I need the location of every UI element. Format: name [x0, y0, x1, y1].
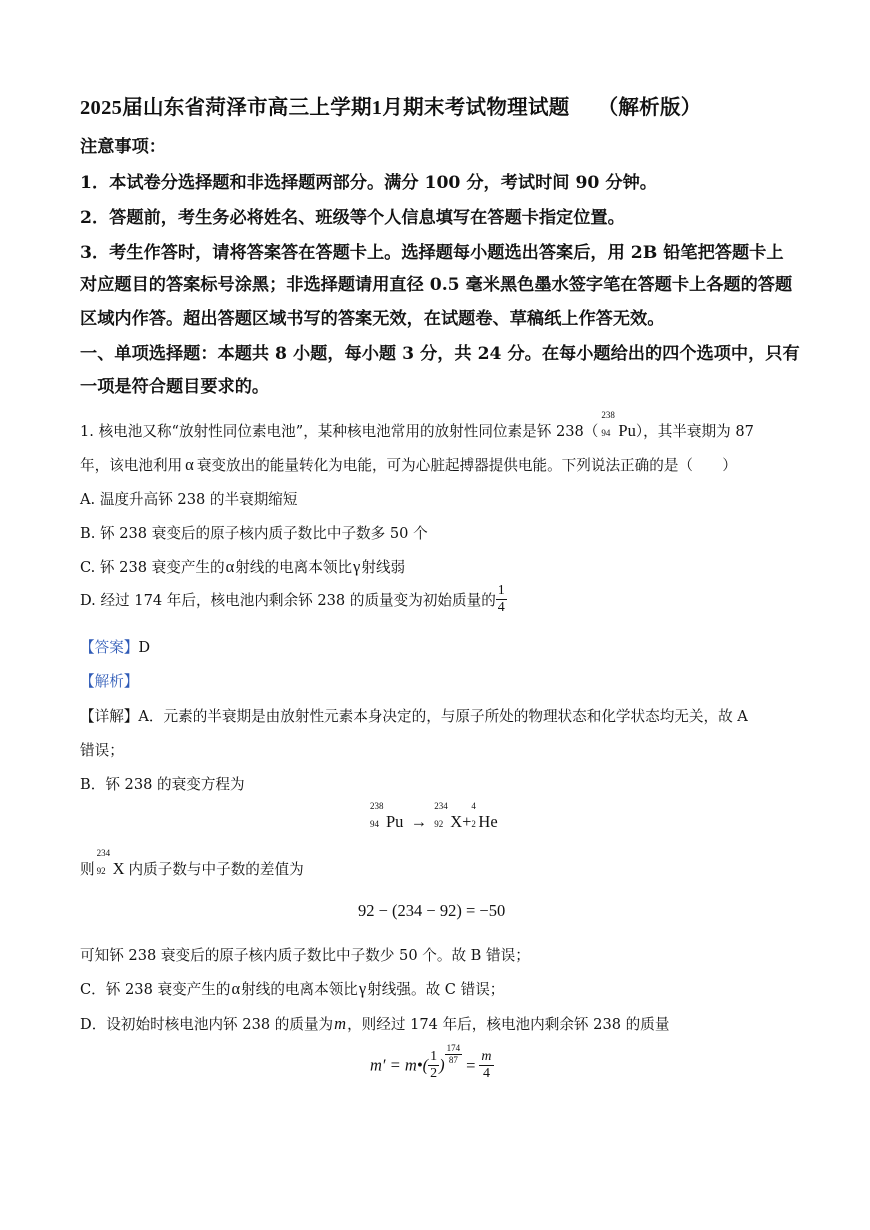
eq3-lhs: m′ = m•(	[370, 1055, 429, 1075]
option-a: A. 温度升高钚 238 的半衰期缩短	[80, 491, 298, 508]
eq3-equals: =	[466, 1055, 476, 1075]
eq-he-isotope	[471, 801, 498, 832]
section-1-heading-line-1: 一、单项选择题：本题共 8 小题，每小题 3 分，共 24 分。在每小题给出的四个选项中，只有	[80, 344, 800, 364]
isotope-pu-238	[601, 410, 636, 441]
remaining-mass-equation	[370, 1043, 494, 1081]
pu-symbol: Pu	[618, 421, 636, 440]
notice-item-2: 2．答题前，考生务必将姓名、班级等个人信息填写在答题卡指定位置。	[80, 208, 625, 228]
eq3-exponent	[445, 1044, 463, 1065]
result-denominator: 4	[482, 1066, 490, 1081]
option-c	[80, 556, 405, 577]
detail-d-line	[80, 1013, 669, 1034]
notice-heading: 注意事项：	[80, 137, 166, 157]
eq3-rparen: )	[439, 1055, 445, 1075]
notice-item-1: 1．本试卷分选择题和非选择题两部分。满分 100 分，考试时间 90 分钟。	[80, 173, 657, 193]
gamma-symbol: γ	[353, 557, 361, 576]
alpha-symbol: α	[185, 455, 194, 474]
fraction-one-quarter	[496, 584, 507, 615]
detail-line-2: 错误；	[80, 742, 124, 759]
exponent-numerator: 174	[446, 1043, 461, 1053]
diff-text-end: 内质子数与中子数的差值为	[128, 861, 304, 878]
notice-item-3-line-3: 区域内作答。超出答题区域书写的答案无效，在试题卷、草稿纸上作答无效。	[80, 309, 665, 329]
eq-pu-isotope	[370, 801, 404, 832]
fraction-denominator: 4	[497, 600, 505, 615]
gamma-symbol: γ	[358, 979, 367, 998]
section-1-heading-line-2: 一项是符合题目要求的。	[80, 377, 270, 397]
detail-d-part-1: D．设初始时核电池内钚 238 的质量为	[80, 1016, 334, 1033]
option-b: B. 钚 238 衰变后的原子核内质子数比中子数多 50 个	[80, 525, 428, 542]
eq3-result-fraction	[479, 1050, 493, 1081]
diff-x-isotope	[96, 848, 125, 879]
eq-he-mass: 4	[471, 801, 476, 811]
detail-difference-line	[80, 848, 304, 879]
title-suffix: （解析版）	[597, 97, 702, 119]
decay-equation	[370, 801, 498, 832]
stem-line-2-end: 衰变放出的能量转化为电能，可为心脏起搏器提供电能。下列说法正确的是（ ）	[196, 457, 737, 474]
detail-c-part-1: C．钚 238 衰变产生的	[80, 981, 231, 998]
pu-mass-number: 238	[601, 410, 615, 420]
diff-text-start: 则	[80, 861, 95, 878]
eq-he-atomic: 2	[471, 819, 476, 829]
option-c-part-3: 射线弱	[361, 559, 406, 576]
question-1-stem-part-2: ），其半衰期为 87	[635, 423, 754, 440]
answer-line	[80, 636, 150, 657]
eq-he-symbol: He	[478, 812, 498, 831]
notice-item-3-line-1: 3．考生作答时，请将答案答在答题卡上。选择题每小题选出答案后，用 2B 铅笔把答题卡上	[80, 243, 784, 263]
notice-item-3-line-2: 对应题目的答案标号涂黑；非选择题请用直径 0.5 毫米黑色墨水签字笔在答题卡上各题的答题	[80, 275, 793, 295]
eq-pu-atomic: 94	[370, 819, 379, 829]
detail-d-part-2: ，则经过 174 年后，核电池内剩余钚 238 的质量	[347, 1016, 670, 1033]
diff-x-symbol: X	[112, 859, 125, 878]
question-1-stem-part-1: 1. 核电池又称“放射性同位素电池”，某种核电池常用的放射性同位素是钚 238（	[80, 423, 599, 440]
option-c-part-2: 射线的电离本领比	[235, 559, 353, 576]
half-numerator: 1	[430, 1049, 438, 1064]
eq-x-isotope	[434, 801, 472, 832]
fraction-numerator: 1	[497, 583, 505, 598]
mass-variable-m: m	[334, 1014, 347, 1033]
eq-arrow: →	[410, 812, 428, 831]
eq-x-atomic: 92	[434, 819, 444, 829]
option-d-text: D. 经过 174 年后，核电池内剩余钚 238 的质量变为初始质量的	[80, 592, 496, 609]
eq-pu-symbol: Pu	[386, 812, 404, 831]
detail-c-line	[80, 978, 504, 999]
option-d	[80, 584, 507, 615]
half-denominator: 2	[430, 1066, 438, 1081]
detail-c-part-2: 射线的电离本领比	[241, 981, 358, 998]
diff-x-mass: 234	[96, 848, 111, 858]
option-c-part-1: C. 钚 238 衰变产生的	[80, 559, 225, 576]
answer-value: D	[138, 639, 151, 656]
eq-pu-mass: 238	[370, 801, 384, 811]
analysis-label: 【解析】	[80, 673, 139, 690]
alpha-symbol: α	[231, 979, 241, 998]
pu-atomic-number: 94	[601, 428, 611, 438]
eq3-half-fraction	[428, 1050, 439, 1081]
title-main: 2025届山东省菏泽市高三上学期1月期末考试物理试题	[80, 97, 570, 119]
detail-b-conclusion: 可知钚 238 衰变后的原子核内质子数比中子数少 50 个。故 B 错误；	[80, 947, 530, 964]
detail-b-intro: B．钚 238 的衰变方程为	[80, 776, 245, 793]
exponent-denominator: 87	[448, 1055, 458, 1065]
eq-x-symbol: X+	[450, 812, 472, 831]
alpha-symbol: α	[225, 557, 235, 576]
difference-equation: 92 − (234 − 92) = −50	[358, 901, 506, 920]
question-1-stem-line-1	[80, 410, 754, 441]
diff-x-atomic: 92	[96, 866, 106, 876]
eq-x-mass: 234	[434, 801, 448, 811]
detail-c-part-3: 射线强。故 C 错误；	[367, 981, 505, 998]
answer-label: 【答案】	[80, 639, 139, 656]
document-title	[80, 90, 702, 120]
detail-line-1: 【详解】A．元素的半衰期是由放射性元素本身决定的，与原子所处的物理状态和化学状态均无关，故 A	[80, 708, 748, 725]
stem-line-2-start: 年，该电池利用	[80, 457, 183, 474]
result-numerator: m	[481, 1049, 492, 1064]
question-1-stem-line-2	[80, 454, 737, 475]
